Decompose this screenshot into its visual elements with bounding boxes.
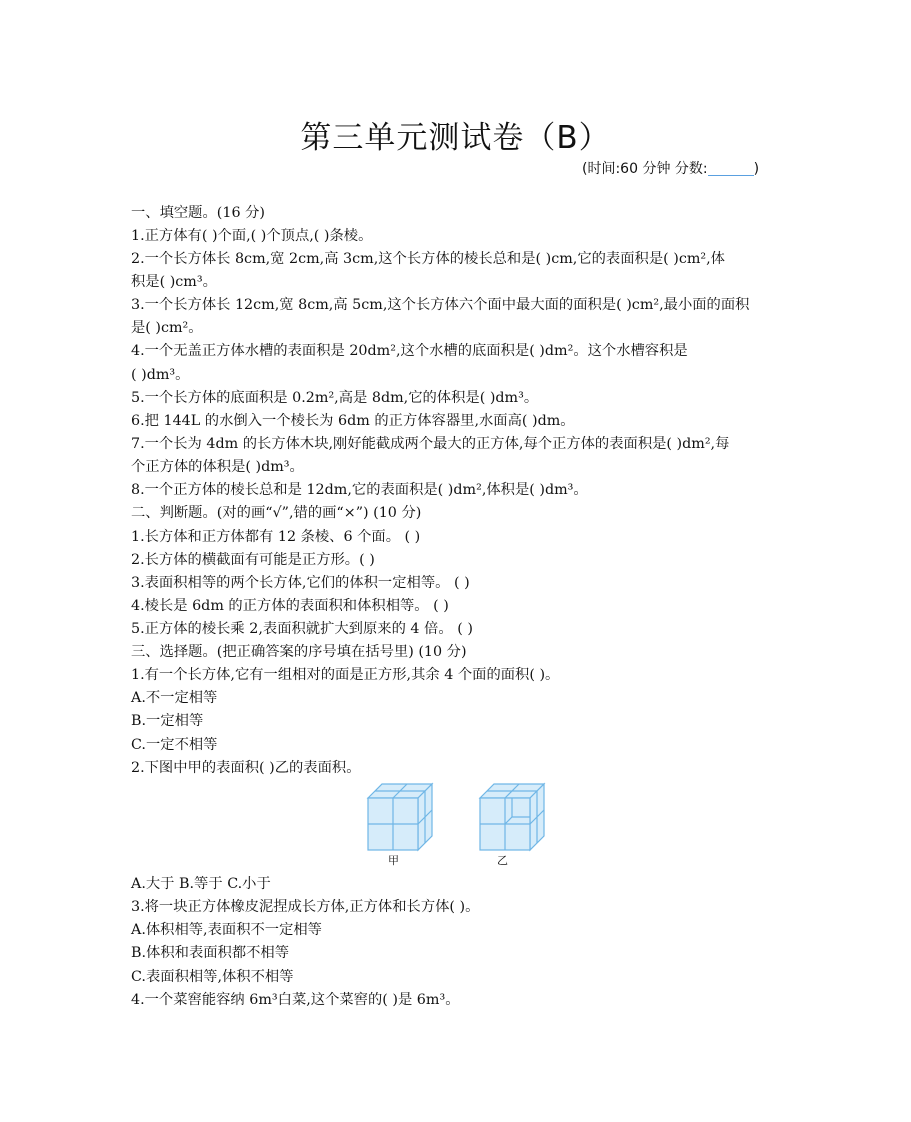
cube-jia (368, 784, 432, 850)
option-line: B.一定相等 (131, 713, 204, 729)
question-line: 6.把 144L 的水倒入一个棱长为 6dm 的正方体容器里,水面高( )dm。 (131, 413, 575, 429)
question-line: 7.一个长为 4dm 的长方体木块,刚好能截成两个最大的正方体,每个正方体的表面积是( )dm²,每 (131, 436, 730, 452)
figure-label-jia: 甲 (388, 854, 399, 867)
question-line: 2.一个长方体长 8cm,宽 2cm,高 3cm,这个长方体的棱长总和是( )cm,它的表面积是( )cm²,体 (131, 251, 725, 267)
page-title: 第三单元测试卷（B） (300, 120, 611, 156)
question-line: 4.棱长是 6dm 的正方体的表面积和体积相等。 ( ) (131, 598, 449, 614)
cube-yi (480, 784, 544, 850)
figure-label-yi: 乙 (497, 854, 508, 867)
question-line: 1.长方体和正方体都有 12 条棱、6 个面。 ( ) (131, 529, 421, 545)
question-line: 是( )cm²。 (131, 320, 203, 336)
question-line: 个正方体的体积是( )dm³。 (131, 459, 304, 475)
question-line: 2.下图中甲的表面积( )乙的表面积。 (131, 760, 361, 776)
option-line: C.一定不相等 (131, 737, 218, 753)
option-line: C.表面积相等,体积不相等 (131, 969, 294, 985)
question-line: 5.正方体的棱长乘 2,表面积就扩大到原来的 4 倍。 ( ) (131, 621, 473, 637)
question-line: 1.正方体有( )个面,( )个顶点,( )条棱。 (131, 228, 373, 244)
question-line: 积是( )cm³。 (131, 274, 217, 290)
option-line: A.体积相等,表面积不一定相等 (131, 922, 322, 938)
question-line: 8.一个正方体的棱长总和是 12dm,它的表面积是( )dm²,体积是( )dm³。 (131, 482, 588, 498)
score-blank (708, 161, 754, 176)
question-line: 3.表面积相等的两个长方体,它们的体积一定相等。 ( ) (131, 575, 470, 591)
question-line: 2.长方体的横截面有可能是正方形。( ) (131, 552, 375, 568)
meta-prefix: (时间:60 分钟 分数: (582, 161, 708, 177)
option-line: A.大于 B.等于 C.小于 (131, 876, 271, 892)
question-line: 1.有一个长方体,它有一组相对的面是正方形,其余 4 个面的面积( )。 (131, 667, 560, 683)
question-line: 3.一个长方体长 12cm,宽 8cm,高 5cm,这个长方体六个面中最大面的面积是( )cm²,最小面的面积 (131, 297, 750, 313)
question-line: 3.将一块正方体橡皮泥捏成长方体,正方体和长方体( )。 (131, 899, 480, 915)
question-line: ( )dm³。 (131, 367, 190, 383)
question-line: 4.一个无盖正方体水槽的表面积是 20dm²,这个水槽的底面积是( )dm²。这个水槽容积是 (131, 343, 688, 359)
cube-figure-svg (366, 782, 546, 852)
question-line: 4.一个菜窖能容纳 6m³白菜,这个菜窖的( )是 6m³。 (131, 992, 460, 1008)
option-line: B.体积和表面积都不相等 (131, 945, 290, 961)
question-line: 5.一个长方体的底面积是 0.2m²,高是 8dm,它的体积是( )dm³。 (131, 390, 539, 406)
section-header: 一、填空题。(16 分) (131, 205, 265, 221)
exam-meta (582, 158, 759, 178)
option-line: A.不一定相等 (131, 690, 218, 706)
meta-suffix: ) (753, 161, 760, 177)
section-header: 三、选择题。(把正确答案的序号填在括号里) (10 分) (131, 644, 467, 660)
section-header: 二、判断题。(对的画“√”,错的画“×”) (10 分) (131, 505, 422, 521)
